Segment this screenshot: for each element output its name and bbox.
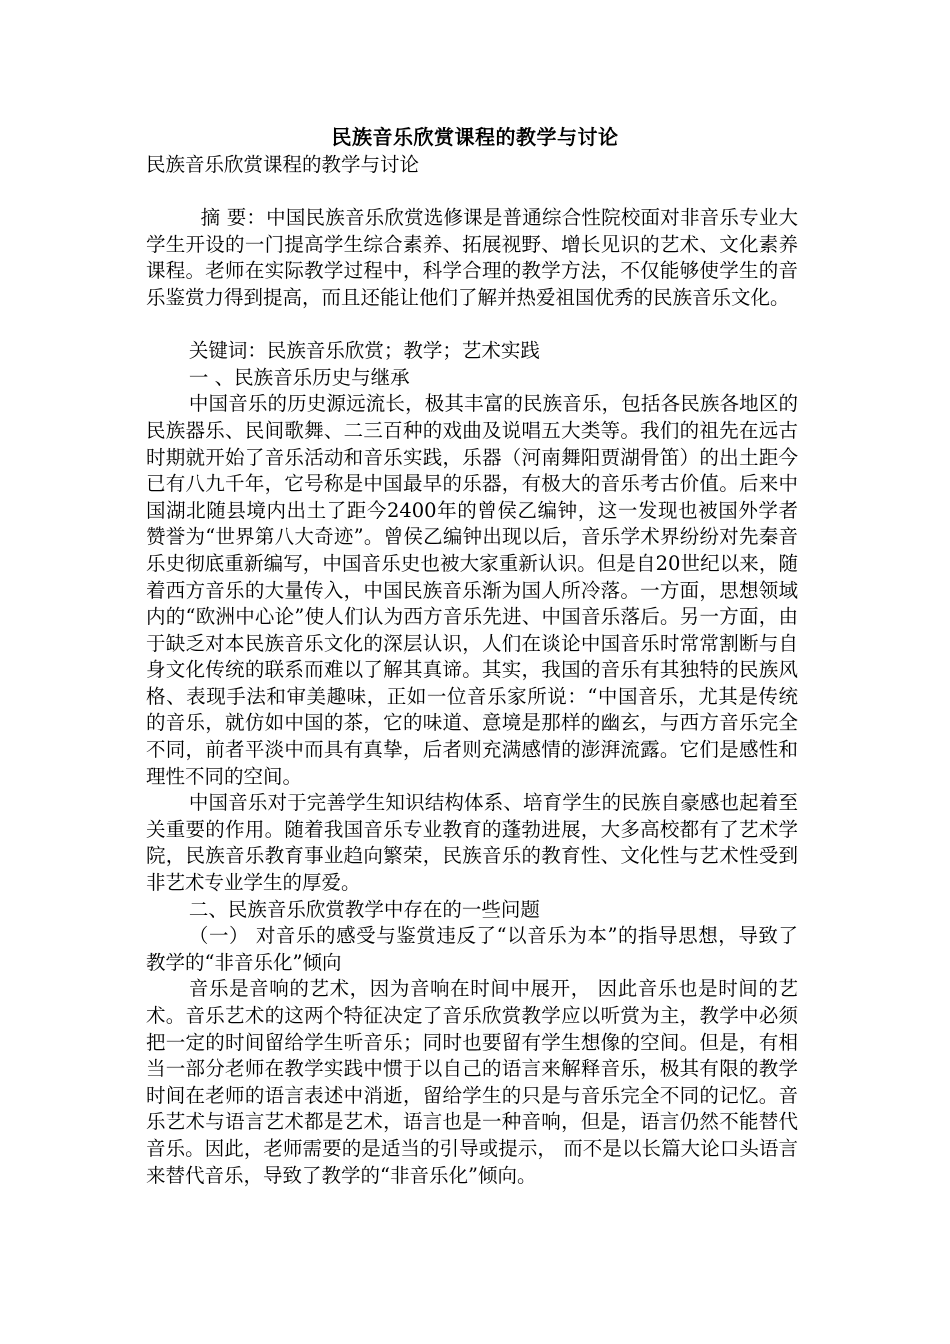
- blank-line: [146, 179, 798, 206]
- document-body: [146, 152, 798, 1189]
- body-paragraph: 音乐是音响的艺术，因为音响在时间中展开， 因此音乐也是时间的艺术。音乐艺术的这两个特征决定了音乐欣赏教学应以听赏为主，教学中必须把一定的时间留给学生听音乐；同时也要留有学生想像的空间。但是，有相当一部分老师在教学实践中惯于以自己的语言来解释音乐，极其有限的教学时间在老师的语言表述中消逝，留给学生的只是与音乐完全不同的记忆。音乐艺术与语言艺术都是艺术，语言也是一种音响，但是，语言仍然不能替代音乐。因此，老师需要的是适当的引导或提示， 而不是以长篇大论口头语言来替代音乐，导致了教学的“非音乐化”倾向。: [146, 977, 798, 1187]
- body-paragraph: 中国音乐的历史源远流长，极其丰富的民族音乐，包括各民族各地区的民族器乐、民间歌舞、二三百种的戏曲及说唱五大类等。我们的祖先在远古时期就开始了音乐活动和音乐实践，乐器（河南舞阳贾湖骨笛）的出土距今已有八九千年，它号称是中国最早的乐器，有极大的音乐考古价值。后来中国湖北随县境内出土了距今2400年的曾侯乙编钟，这一发现也被国外学者赞誉为“世界第八大奇迹”。曾侯乙编钟出现以后，音乐学术界纷纷对先秦音乐史彻底重新编写，中国音乐史也被大家重新认识。但是自20世纪以来，随着西方音乐的大量传入，中国民族音乐渐为国人所冷落。一方面，思想领域内的“欧洲中心论”使人们认为西方音乐先进、中国音乐落后。另一方面，由于缺乏对本民族音乐文化的深层认识，人们在谈论中国音乐时常常割断与自身文化传统的联系而难以了解其真谛。其实，我国的音乐有其独特的民族风格、表现手法和审美趣味，正如一位音乐家所说：“中国音乐，尤其是传统的音乐，就仿如中国的茶，它的味道、意境是那样的幽玄，与西方音乐完全不同，前者平淡中而具有真挚，后者则充满感情的澎湃流露。它们是感性和理性不同的空间。: [146, 392, 798, 788]
- section-heading: 二、民族音乐欣赏教学中存在的一些问题: [188, 897, 540, 921]
- document-subtitle: 民族音乐欣赏课程的教学与讨论: [146, 153, 420, 176]
- subsection-heading: （一） 对音乐的感受与鉴赏违反了“以音乐为本”的指导思想，导致了教学的“非音乐化”倾向: [146, 924, 798, 974]
- abstract-paragraph: 摘 要：中国民族音乐欣赏选修课是普通综合性院校面对非音乐专业大学生开设的一门提高学生综合素养、拓展视野、增长见识的艺术、文化素养课程。老师在实际教学过程中，科学合理的教学方法，不仅能够使学生的音乐鉴赏力得到提高，而且还能让他们了解并热爱祖国优秀的民族音乐文化。: [146, 206, 798, 309]
- blank-line: [146, 312, 798, 339]
- keywords-line: 关键词：民族音乐欣赏；教学；艺术实践: [188, 339, 540, 363]
- body-paragraph: 中国音乐对于完善学生知识结构体系、培育学生的民族自豪感也起着至关重要的作用。随着我国音乐专业教育的蓬勃进展，大多高校都有了艺术学院，民族音乐教育事业趋向繁荣，民族音乐的教育性、文化性与艺术性受到非艺术专业学生的厚爱。: [146, 791, 798, 895]
- section-heading: 一 、民族音乐历史与继承: [188, 365, 410, 389]
- document-title: 民族音乐欣赏课程的教学与讨论: [331, 125, 619, 149]
